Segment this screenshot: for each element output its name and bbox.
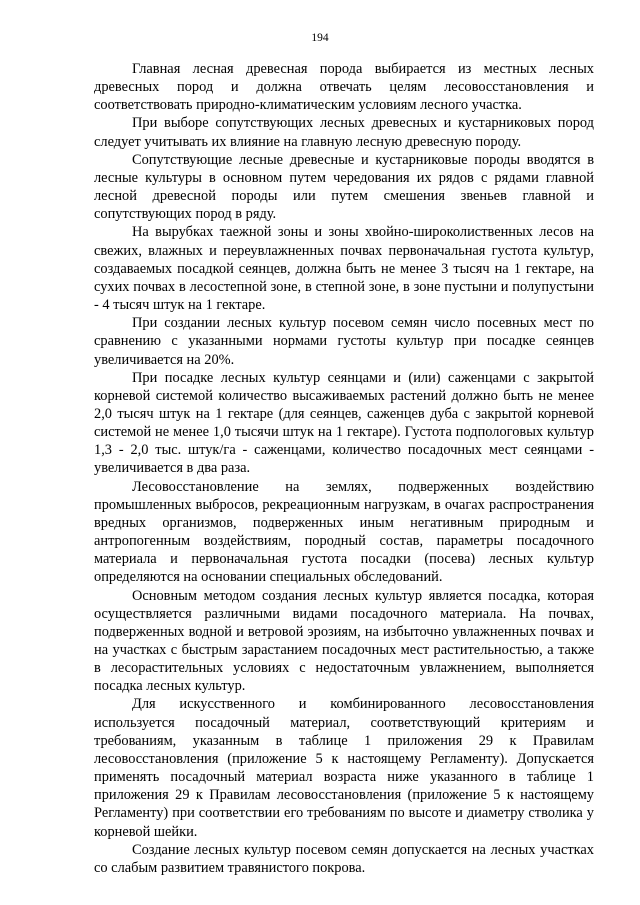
paragraph-seed-sowing-density: При создании лесных культур посевом семян число посевных мест по сравнению с указанными нормами густоты культур при посадке сеянцев увеличивается на 20%. (94, 315, 594, 368)
document-body (94, 60, 594, 877)
paragraph-closed-root-planting: При посадке лесных культур сеянцами и (или) саженцами с закрытой корневой системой количество высаживаемых растений должно быть не менее 2,0 тысяч штук на 1 гектаре (для сеянцев, саженцев дуба с закрытой корневой системой не менее 1,0 тысячи штук на 1 гектаре). Густота подпологовых культур 1,3 - 2,0 тыс. штук/га - саженцами, количество посадочных мест сеянцами - увеличивается в два раза. (94, 369, 594, 477)
paragraph-main-species: Главная лесная древесная порода выбирается из местных лесных древесных пород и должна отвечать целям лесовосстановления и соответствовать природно-климатическим условиям лесного участка. (94, 61, 594, 114)
page-number: 194 (311, 32, 329, 44)
paragraph-companion-introduction: Сопутствующие лесные древесные и кустарниковые породы вводятся в лесные культуры в основном путем чередования их рядов с рядами главной лесной древесной породы или путем смешения звеньев главной и сопутствующих пород в ряду. (94, 151, 594, 223)
paragraph-companion-selection: При выборе сопутствующих лесных древесных и кустарниковых пород следует учитывать их влияние на главную лесную древесную породу. (94, 115, 594, 150)
paragraph-initial-density: На вырубках таежной зоны и зоны хвойно-широколиственных лесов на свежих, влажных и переувлажненных почвах первоначальная густота культур, создаваемых посадкой сеянцев, должна быть не менее 3 тысяч на 1 гектаре, на сухих почвах в лесостепной зоне, в степной зоне, в зоне пустыни и полупустыни - 4 тысяч штук на 1 гектаре. (94, 224, 594, 314)
paragraph-planting-method: Основным методом создания лесных культур является посадка, которая осуществляется различными видами посадочного материала. На почвах, подверженных водной и ветровой эрозиям, на избыточно увлажненных почвах и на участках с быстрым зарастанием посадочных мест растительностью, а также в лесорастительных условиях с недостаточным увлажнением, выполняется посадка лесных культур. (94, 587, 594, 695)
paragraph-seed-sowing-conditions: Создание лесных культур посевом семян допускается на лесных участках со слабым развитием травянистого покрова. (94, 841, 594, 876)
paragraph-planting-material: Для искусственного и комбинированного лесовосстановления используется посадочный материал, соответствующий критериям и требованиям, указанным в таблице 1 приложения 29 к Правилам лесовосстановления (приложение 5 к настоящему Регламенту). Допускается применять посадочный материал возраста ниже указанного в таблице 1 приложения 29 к Правилам лесовосстановления (приложение 5 к настоящему Регламенту) при соответствии его требованиям по высоте и диаметру стволика у корневой шейки. (94, 696, 594, 840)
paragraph-special-surveys: Лесовосстановление на землях, подверженных воздействию промышленных выбросов, рекреационным нагрузкам, в очагах распространения вредных организмов, подверженных иным негативным природным и антропогенным воздействиям, породный состав, параметры посадочного материала и первоначальная густота посадки (посева) лесных культур определяются на основании специальных обследований. (94, 478, 594, 586)
